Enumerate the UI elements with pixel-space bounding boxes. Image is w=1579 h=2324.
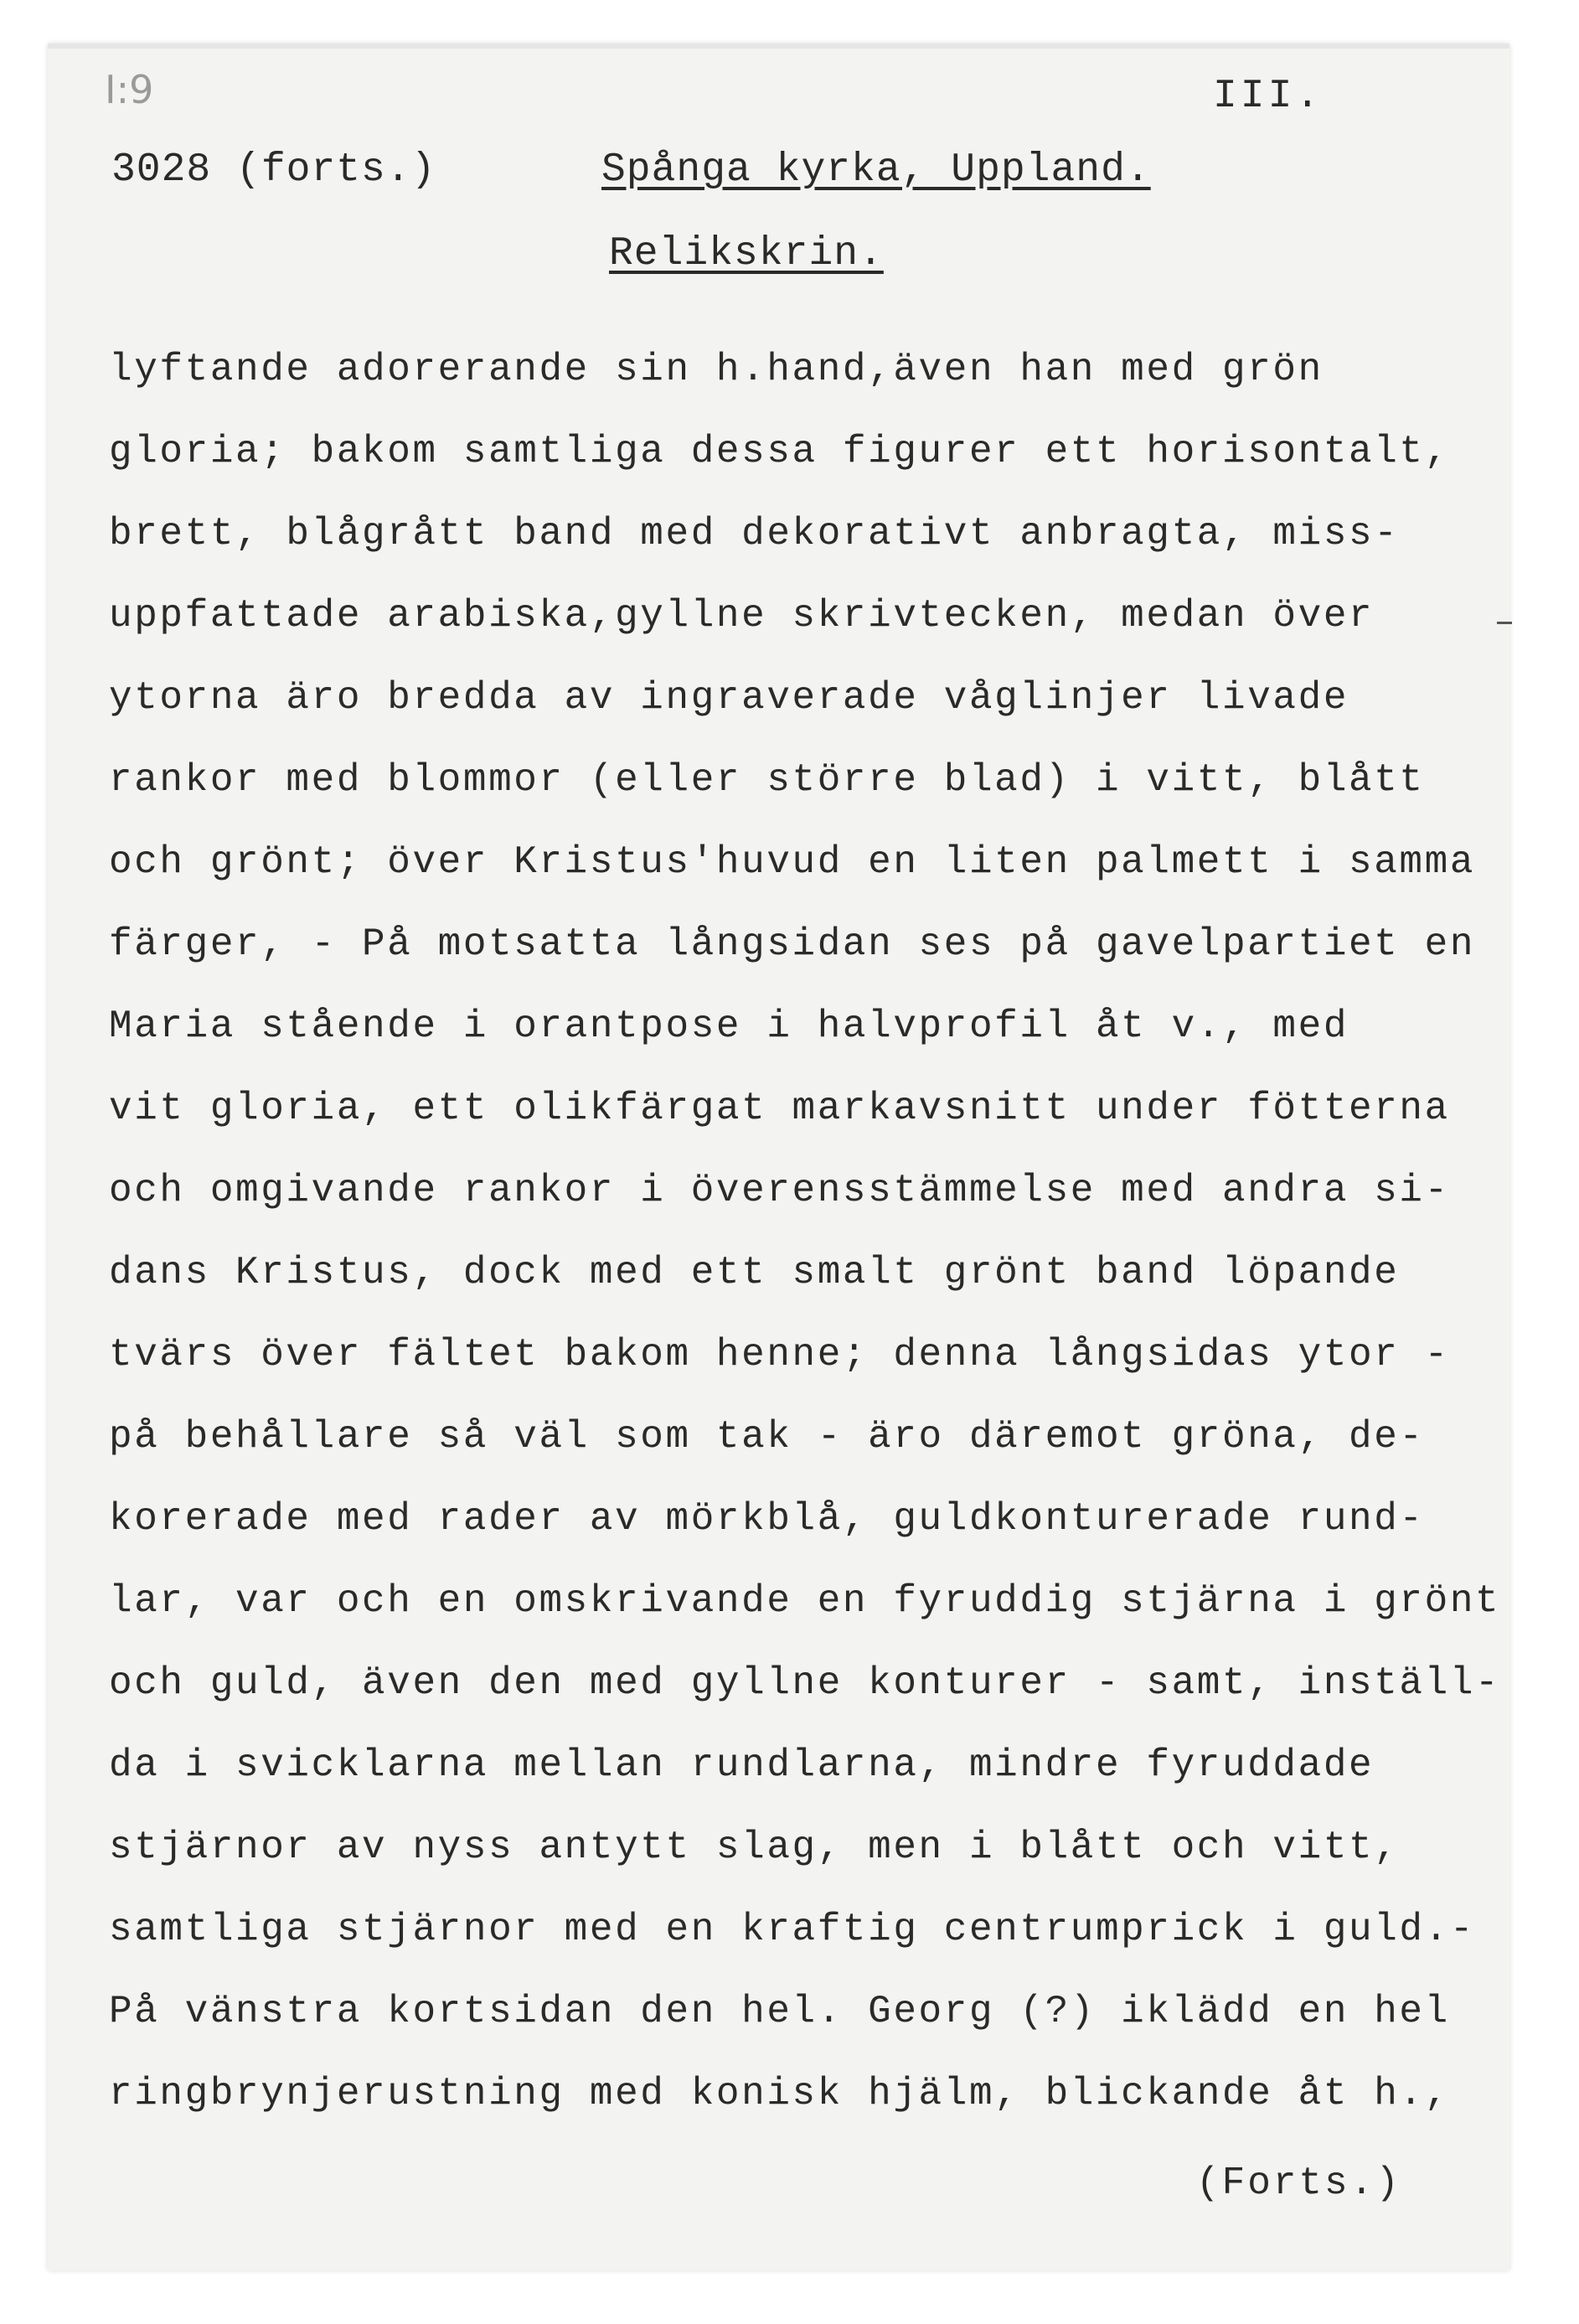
body-text bbox=[109, 328, 1516, 2135]
text-line: rankor med blommor (eller större blad) i vitt, blått bbox=[109, 758, 1425, 802]
text-line: samtliga stjärnor med en kraftig centrumprick i guld.- bbox=[109, 1908, 1476, 1951]
text-line: brett, blågrått band med dekorativt anbragta, miss- bbox=[109, 512, 1400, 555]
text-line: uppfattade arabiska,gyllne skrivtecken, medan över bbox=[109, 594, 1375, 638]
text-line: På vänstra kortsidan den hel. Georg (?) iklädd en hel bbox=[109, 1990, 1450, 2033]
text-line: da i svicklarna mellan rundlarna, mindre fyruddade bbox=[109, 1743, 1375, 1787]
text-line: och guld, även den med gyllne konturer - samt, inställ- bbox=[109, 1661, 1501, 1705]
text-line: lar, var och en omskrivande en fyruddig stjärna i grönt bbox=[109, 1579, 1501, 1623]
text-line: ringbrynjerustning med konisk hjälm, blickande åt h., bbox=[109, 2072, 1450, 2115]
header bbox=[111, 147, 1151, 193]
text-line: och omgivande rankor i överensstämmelse med andra si- bbox=[109, 1169, 1450, 1212]
text-line: ytorna äro bredda av ingraverade våglinjer livade bbox=[109, 676, 1349, 720]
catalog-number: 3028 (forts.) bbox=[111, 147, 436, 193]
paper-top-edge bbox=[48, 44, 1509, 49]
text-line: stjärnor av nyss antytt slag, men i blått och vitt, bbox=[109, 1826, 1400, 1869]
document-subtitle: Relikskrin. bbox=[609, 231, 884, 276]
text-line: färger, - På motsatta långsidan ses på gavelpartiet en bbox=[109, 922, 1476, 966]
archive-mark: I:9 bbox=[105, 67, 154, 112]
text-line: och grönt; över Kristus'huvud en liten palmett i samma bbox=[109, 840, 1476, 884]
page-number: III. bbox=[1213, 74, 1324, 119]
continuation-note: (Forts.) bbox=[1196, 2161, 1401, 2205]
text-line: på behållare så väl som tak - äro däremot gröna, de- bbox=[109, 1415, 1425, 1459]
text-line: korerade med rader av mörkblå, guldkonturerade rund- bbox=[109, 1497, 1425, 1541]
text-line: lyftande adorerande sin h.hand,även han med grön bbox=[109, 348, 1324, 391]
document-title: Spånga kyrka, Uppland. bbox=[601, 147, 1151, 193]
text-line: tvärs över fältet bakom henne; denna långsidas ytor - bbox=[109, 1333, 1450, 1376]
text-line: vit gloria, ett olikfärgat markavsnitt under fötterna bbox=[109, 1087, 1450, 1130]
text-line: dans Kristus, dock med ett smalt grönt band löpande bbox=[109, 1251, 1400, 1294]
text-line: gloria; bakom samtliga dessa figurer ett horisontalt, bbox=[109, 430, 1450, 473]
text-line: Maria stående i orantpose i halvprofil åt v., med bbox=[109, 1004, 1349, 1048]
